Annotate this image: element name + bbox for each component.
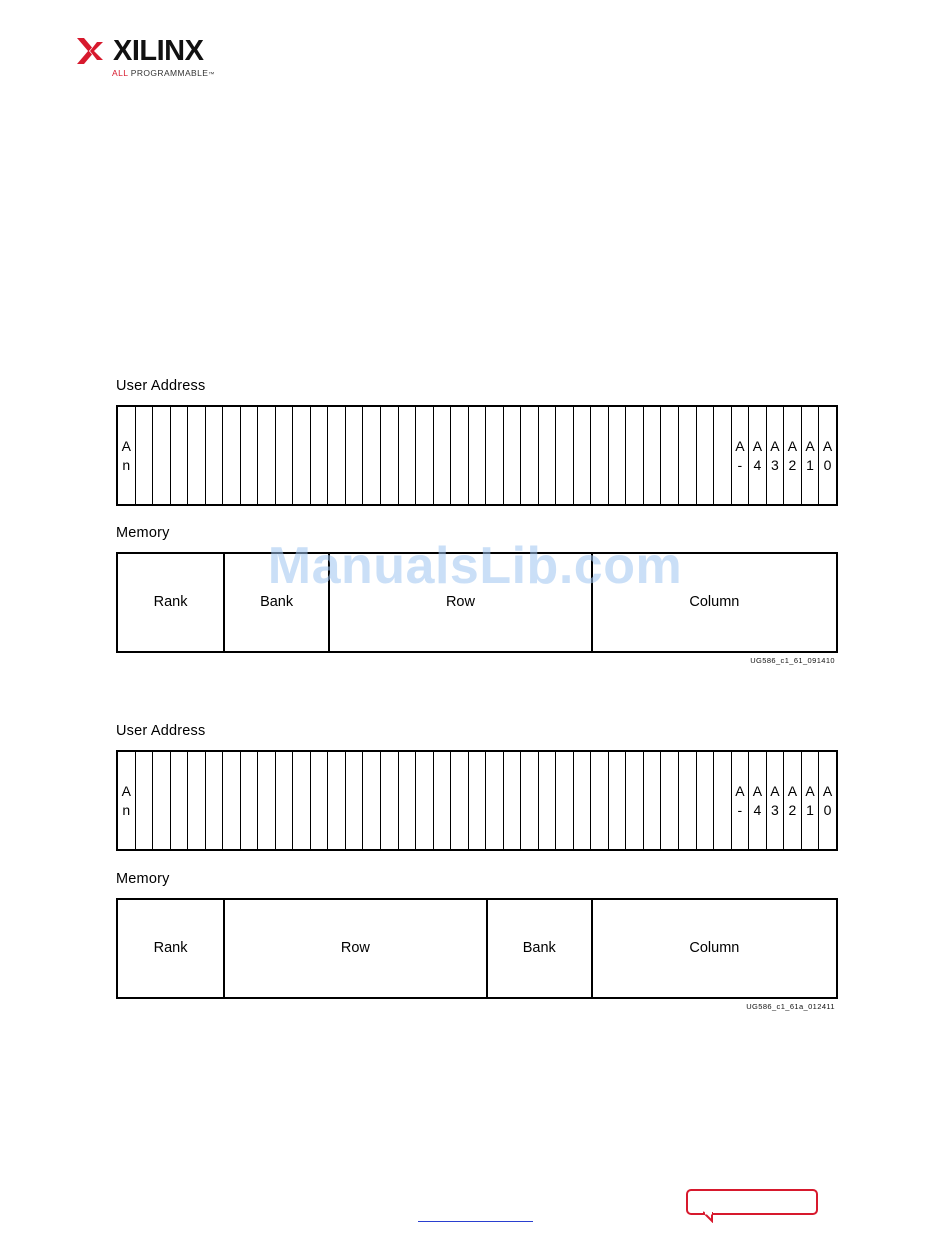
address-bit-cell (818, 752, 836, 849)
address-bit-cell (152, 752, 170, 849)
address-bit-cell (292, 752, 310, 849)
user-address-label: User Address (116, 378, 206, 394)
address-bit-cell (590, 752, 608, 849)
user-address-bitfield (116, 405, 838, 506)
logo-wordmark: XILINX (113, 35, 204, 67)
address-bit-label: A 3 (770, 783, 780, 818)
address-bit-cell (327, 407, 345, 504)
address-bit-cell (362, 752, 380, 849)
address-bit-cell (625, 752, 643, 849)
memory-field-column (591, 900, 836, 997)
address-bit-cell (766, 407, 784, 504)
address-bit-cell (538, 752, 556, 849)
address-bit-cell (660, 752, 678, 849)
address-bit-cell (310, 407, 328, 504)
speech-bubble-tail-icon (703, 1211, 723, 1223)
address-bit-label: A 1 (805, 438, 815, 473)
address-bit-cell (731, 407, 749, 504)
address-bit-cell (643, 407, 661, 504)
address-bit-label: A - (735, 438, 745, 473)
address-bit-cell (731, 752, 749, 849)
address-bit-label: A n (121, 783, 131, 818)
address-bit-cell (555, 752, 573, 849)
memory-field-label: Rank (153, 940, 188, 956)
memory-label: Memory (116, 871, 170, 887)
memory-field-label: Rank (153, 594, 188, 610)
address-bit-cell (573, 752, 591, 849)
address-bit-cell (327, 752, 345, 849)
xilinx-logo (77, 36, 217, 80)
address-bit-cell (608, 407, 626, 504)
address-bit-cell (345, 752, 363, 849)
address-bit-cell (520, 407, 538, 504)
logo-tag-trademark: ™ (208, 72, 215, 78)
address-bit-cell (362, 407, 380, 504)
memory-field-map (116, 898, 838, 999)
address-bit-label: A 2 (787, 438, 798, 473)
address-bit-cell (380, 752, 398, 849)
address-bit-cell (292, 407, 310, 504)
address-bit-cell (275, 752, 293, 849)
address-bit-cell (135, 407, 153, 504)
address-bit-cell (485, 407, 503, 504)
address-bit-cell (468, 407, 486, 504)
address-bit-cell (643, 752, 661, 849)
address-bit-cell (240, 407, 258, 504)
memory-field-rank (118, 554, 223, 651)
memory-field-label: Column (689, 594, 740, 610)
address-bit-cell (170, 407, 188, 504)
figure-id: UG586_c1_61_091410 (750, 656, 835, 665)
address-bit-cell (590, 407, 608, 504)
address-bit-cell (520, 752, 538, 849)
address-bit-cell (801, 407, 819, 504)
address-bit-cell (222, 407, 240, 504)
memory-field-label: Row (445, 594, 475, 610)
memory-field-label: Column (689, 940, 740, 956)
address-bit-cell (135, 752, 153, 849)
logo-tagline (112, 68, 215, 80)
address-bit-cell (660, 407, 678, 504)
address-bit-cell (450, 752, 468, 849)
xilinx-x-mark-icon (77, 38, 105, 64)
address-bit-cell (257, 407, 275, 504)
address-bit-cell (608, 752, 626, 849)
memory-field-rank (118, 900, 223, 997)
address-bit-label: A 0 (822, 783, 833, 818)
address-bit-cell (205, 752, 223, 849)
address-bit-cell (240, 752, 258, 849)
memory-field-bank (486, 900, 591, 997)
address-bit-cell (118, 407, 135, 504)
memory-field-row (223, 900, 486, 997)
address-bit-cell (783, 407, 801, 504)
address-bit-cell (398, 752, 416, 849)
address-bit-cell (696, 752, 714, 849)
address-bit-cell (187, 752, 205, 849)
address-bit-label: A n (121, 438, 131, 473)
user-address-bitfield (116, 750, 838, 851)
address-bit-cell (415, 752, 433, 849)
address-bit-cell (696, 407, 714, 504)
address-bit-cell (503, 407, 521, 504)
address-bit-cell (118, 752, 135, 849)
address-bit-cell (555, 407, 573, 504)
memory-field-label: Row (340, 940, 370, 956)
address-bit-cell (398, 407, 416, 504)
address-bit-cell (783, 752, 801, 849)
address-bit-label: A 4 (752, 438, 763, 473)
address-bit-cell (678, 752, 696, 849)
logo-tag-programmable: PROGRAMMABLE (128, 68, 209, 78)
logo-tag-all: ALL (112, 68, 129, 78)
address-bit-cell (748, 752, 766, 849)
address-bit-label: A 4 (752, 783, 763, 818)
user-address-label: User Address (116, 723, 206, 739)
address-bit-cell (187, 407, 205, 504)
address-bit-cell (205, 407, 223, 504)
address-bit-label: A 1 (805, 783, 815, 818)
address-bit-cell (713, 752, 731, 849)
address-bit-label: A 0 (822, 438, 833, 473)
address-bit-cell (818, 407, 836, 504)
address-bit-label: A 3 (770, 438, 780, 473)
address-bit-label: A 2 (787, 783, 798, 818)
address-bit-cell (152, 407, 170, 504)
address-bit-cell (310, 752, 328, 849)
address-bit-cell (573, 407, 591, 504)
address-bit-cell (678, 407, 696, 504)
address-bit-cell (275, 407, 293, 504)
memory-field-label: Bank (522, 940, 556, 956)
footer-link[interactable] (418, 1221, 533, 1222)
address-bit-cell (625, 407, 643, 504)
memory-field-label: Bank (260, 594, 294, 610)
address-bit-cell (538, 407, 556, 504)
address-bit-cell (415, 407, 433, 504)
address-bit-cell (503, 752, 521, 849)
address-bit-cell (433, 407, 451, 504)
address-bit-cell (766, 752, 784, 849)
address-bit-cell (222, 752, 240, 849)
memory-field-row (328, 554, 591, 651)
address-bit-cell (748, 407, 766, 504)
address-bit-cell (485, 752, 503, 849)
figure-id: UG586_c1_61a_012411 (746, 1002, 835, 1011)
memory-field-map (116, 552, 838, 653)
watermark: ManualsLib.com (267, 537, 683, 595)
memory-field-bank (223, 554, 328, 651)
address-bit-cell (801, 752, 819, 849)
memory-label: Memory (116, 525, 170, 541)
address-bit-cell (345, 407, 363, 504)
memory-field-column (591, 554, 836, 651)
address-bit-cell (713, 407, 731, 504)
address-bit-cell (170, 752, 188, 849)
address-bit-label: A - (735, 783, 745, 818)
address-bit-cell (468, 752, 486, 849)
address-bit-cell (257, 752, 275, 849)
address-bit-cell (380, 407, 398, 504)
address-bit-cell (450, 407, 468, 504)
address-bit-cell (433, 752, 451, 849)
